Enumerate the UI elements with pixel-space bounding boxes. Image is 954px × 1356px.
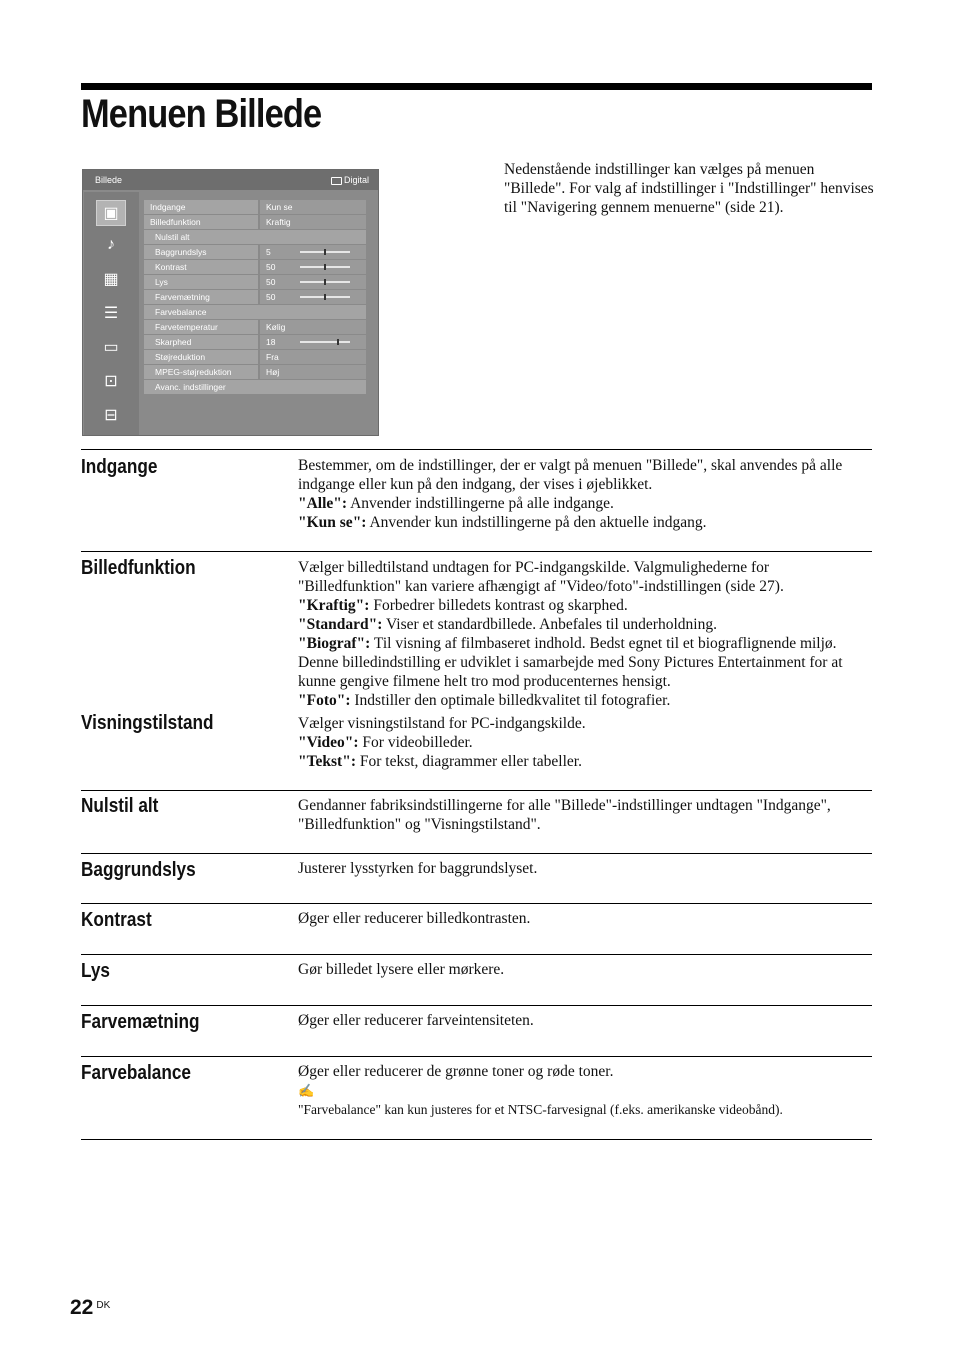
option-line (298, 752, 873, 771)
option-line (298, 615, 873, 634)
option-line (298, 494, 873, 513)
description-text: Bestemmer, om de indstillinger, der er valgt på menuen "Billede", skal anvendes på alle indgange eller kun på den indgang, der vises i øjeblikket. (298, 457, 843, 493)
option-key: "Kraftig": (298, 597, 370, 614)
tv-menu-header (83, 170, 378, 190)
table-row (81, 1057, 872, 1140)
screen-icon: ▦ (103, 271, 119, 288)
option-key: "Kun se": (298, 514, 367, 531)
tv-menu-slider (300, 296, 350, 298)
option-line (298, 691, 873, 710)
tv-menu-row-value-text: 50 (266, 262, 276, 272)
tv-menu-row-label: Baggrundslys (144, 245, 258, 259)
tv-menu-row-label: Farvemætning (144, 290, 258, 304)
title-rule (81, 83, 872, 90)
antenna-tv-icon: ⊟ (104, 407, 118, 424)
option-value: Indstiller den optimale billedkvalitet til fotografier. (350, 692, 671, 709)
tv-menu-row-value-text: Kraftig (266, 217, 291, 227)
tv-menu-slider (300, 281, 350, 283)
tv-menu-row (144, 215, 366, 229)
term-label: Billedfunktion (81, 557, 196, 579)
tv-menu-row (144, 230, 366, 244)
term-description: Gendanner fabriksindstillingerne for alle "Billede"-indstillinger undtagen "Indgange", "Billedfunktion" og "Visningstilstand". (298, 797, 831, 833)
tv-menu-row-value (260, 335, 366, 349)
option-value: Anvender indstillingerne på alle indgange. (347, 495, 614, 512)
tv-menu-sidebar (84, 192, 139, 435)
term-label: Lys (81, 960, 111, 982)
term-description (298, 1062, 873, 1119)
tv-menu-row-value (260, 290, 366, 304)
term-label: Nulstil alt (81, 795, 159, 817)
note-text: "Farvebalance" kan kun justeres for et NTSC-farvesignal (f.eks. amerikanske videobånd). (298, 1102, 783, 1117)
settings-list-icon: ☰ (103, 305, 119, 322)
monitor-icon: ▭ (103, 339, 119, 356)
term-label: Indgange (81, 456, 158, 478)
table-row (81, 791, 872, 854)
option-key: "Alle": (298, 495, 348, 512)
picture-icon: ▣ (96, 200, 126, 226)
tv-menu-row-label: Skarphed (144, 335, 258, 349)
option-value: For tekst, diagrammer eller tabeller. (355, 753, 582, 770)
antenna-icon: ⊡ (104, 373, 118, 390)
tv-menu-row-value-text: Høj (266, 367, 280, 377)
table-row (81, 955, 872, 1006)
description-text: Vælger visningstilstand for PC-indgangskilde. (298, 715, 586, 732)
description-text: Vælger billedtilstand undtagen for PC-indgangskilde. Valgmulighederne for "Billedfunktion" kan variere afhængigt af "Video/foto"-indstillingen (side 27). (298, 559, 784, 595)
tv-menu-row-value (260, 200, 366, 214)
tv-menu-source-label: Digital (343, 175, 369, 185)
table-row (81, 552, 872, 791)
tv-menu-slider-knob (337, 339, 339, 345)
option-line (298, 596, 873, 615)
term-description: Gør billedet lysere eller mørkere. (298, 961, 505, 978)
tv-menu-slider (300, 251, 350, 253)
option-key: "Video": (298, 734, 359, 751)
tv-menu-row-label: Avanc. indstillinger (144, 380, 366, 394)
tv-menu-row-value-text: 18 (266, 337, 276, 347)
tv-menu-slider-knob (324, 264, 326, 270)
tv-menu-row-value (260, 245, 366, 259)
option-line (298, 634, 873, 691)
tv-menu-title: Billede (95, 175, 123, 185)
tv-menu-row-value-text: Fra (266, 352, 279, 362)
table-row (81, 1006, 872, 1057)
tv-menu-row-value (260, 260, 366, 274)
table-row (81, 904, 872, 955)
tv-menu-screenshot (82, 169, 379, 436)
term-label: Farvebalance (81, 1062, 191, 1084)
table-row (81, 450, 872, 552)
option-line (298, 733, 873, 752)
tv-menu-row-label: Nulstil alt (144, 230, 366, 244)
option-value: Forbedrer billedets kontrast og skarphed. (369, 597, 628, 614)
tv-menu-row-value (260, 365, 366, 379)
tv-menu-slider (300, 266, 350, 268)
term-label: Farvemætning (81, 1011, 200, 1033)
tv-menu-row-value-text: 50 (266, 277, 276, 287)
term-description (298, 456, 873, 532)
tv-menu-row-value-text: 5 (266, 247, 271, 257)
tv-menu-row (144, 245, 366, 259)
tv-menu-row-value (260, 320, 366, 334)
tv-menu-row (144, 260, 366, 274)
tv-menu-row (144, 365, 366, 379)
tv-menu-slider-knob (324, 279, 326, 285)
tv-menu-row-value (260, 275, 366, 289)
tv-menu-row (144, 275, 366, 289)
tv-menu-slider-knob (324, 249, 326, 255)
page-title: Menuen Billede (81, 92, 322, 136)
option-line (298, 513, 873, 532)
page-footer (70, 1296, 110, 1320)
term-description (298, 714, 873, 771)
note-pencil-icon: ✍ (298, 1083, 315, 1098)
term-description: Øger eller reducerer billedkontrasten. (298, 910, 531, 927)
digital-icon (331, 177, 342, 185)
option-value: For videobilleder. (358, 734, 473, 751)
option-value: Anvender kun indstillingerne på den aktuelle indgang. (366, 514, 707, 531)
tv-menu-row (144, 320, 366, 334)
page-number: 22 (70, 1296, 94, 1319)
tv-menu-row (144, 305, 366, 319)
tv-menu-source (331, 170, 369, 190)
tv-menu-row (144, 290, 366, 304)
tv-menu-slider (300, 341, 350, 343)
tv-menu-row (144, 350, 366, 364)
tv-menu-row-label: Støjreduktion (144, 350, 258, 364)
term-label: Baggrundslys (81, 859, 196, 881)
language-code: DK (96, 1300, 111, 1311)
tv-menu-row-label: Lys (144, 275, 258, 289)
description-text: Øger eller reducerer de grønne toner og røde toner. (298, 1063, 614, 1080)
option-key: "Foto": (298, 692, 351, 709)
option-value: Til visning af filmbaseret indhold. Bedst egnet til et biograflignende miljø. Denne billedindstilling er udviklet i samarbejde med Sony Pictures Entertainment for at kunne gengive filmene helt tro mod producenternes hensigt. (298, 635, 843, 690)
tv-menu-row-value (260, 350, 366, 364)
tv-menu-list (144, 200, 366, 395)
tv-menu-row-label: MPEG-støjreduktion (144, 365, 258, 379)
tv-menu-row-label: Billedfunktion (144, 215, 258, 229)
term-label: Kontrast (81, 909, 152, 931)
tv-menu-row-label: Farvebalance (144, 305, 366, 319)
option-key: "Standard": (298, 616, 383, 633)
intro-text: Nedenstående indstillinger kan vælges på menuen "Billede". For valg af indstillinger i "Indstillinger" henvises til "Navigering gennem menuerne" (side 21). (504, 161, 874, 216)
term-label: Visningstilstand (81, 712, 214, 734)
option-key: "Biograf": (298, 635, 371, 652)
option-key: "Tekst": (298, 753, 356, 770)
tv-menu-row (144, 380, 366, 394)
tv-menu-row-label: Farvetemperatur (144, 320, 258, 334)
tv-menu-row (144, 335, 366, 349)
tv-menu-row-value-text: 50 (266, 292, 276, 302)
tv-menu-row-label: Kontrast (144, 260, 258, 274)
table-row (81, 854, 872, 904)
option-value: Viser et standardbillede. Anbefales til underholdning. (382, 616, 717, 633)
tv-menu-row-label: Indgange (144, 200, 258, 214)
tv-menu-slider-knob (324, 294, 326, 300)
term-description: Øger eller reducerer farveintensiteten. (298, 1012, 534, 1029)
tv-menu-row-value-text: Kølig (266, 322, 286, 332)
tv-menu-row-value-text: Kun se (266, 202, 293, 212)
term-description (298, 558, 873, 710)
settings-table (81, 449, 872, 1140)
music-note-icon: ♪ (107, 236, 115, 253)
term-description: Justerer lysstyrken for baggrundslyset. (298, 860, 538, 877)
tv-menu-row-value (260, 215, 366, 229)
tv-menu-row (144, 200, 366, 214)
